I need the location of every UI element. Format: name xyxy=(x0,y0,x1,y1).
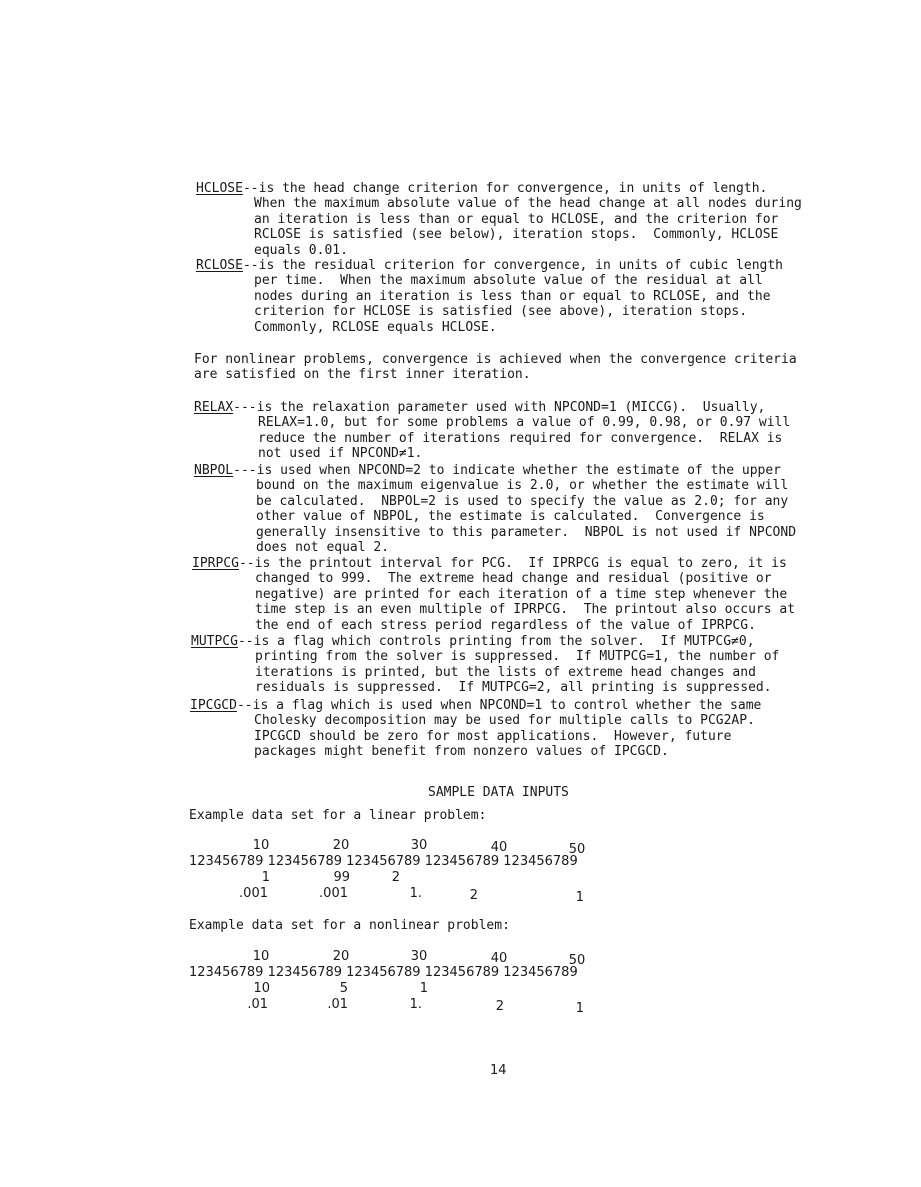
ruler-tick: 30 xyxy=(410,838,428,853)
term-relax: RELAX xyxy=(194,400,234,415)
ruler-tick: 10 xyxy=(252,949,270,964)
ruler-digits: 123456789 123456789 123456789 123456789 123456789 xyxy=(189,854,578,869)
data-cell: 5 xyxy=(339,981,348,996)
ruler-tick: 40 xyxy=(490,951,508,966)
data-cell: .01 xyxy=(327,997,348,1012)
data-cell: 1 xyxy=(575,1001,584,1016)
term-ipcgcd: IPCGCD xyxy=(190,698,237,713)
data-cell: 2 xyxy=(495,999,504,1014)
data-cell: 1. xyxy=(409,886,422,901)
term-hclose: HCLOSE xyxy=(196,181,243,196)
definition-relax: RELAX---is the relaxation parameter used with NPCOND=1 (MICCG). Usually, RELAX=1.0, but for some problems a value of 0.99, 0.98, or 0.97 will reduce the number of iterations required for convergence. RELAX is not used if NPCOND≠1. xyxy=(194,400,791,462)
ruler-tick: 20 xyxy=(332,838,350,853)
data-cell: 2 xyxy=(469,888,478,903)
data-cell: .001 xyxy=(239,886,268,901)
ruler-tick: 20 xyxy=(332,949,350,964)
sample-heading: SAMPLE DATA INPUTS xyxy=(428,785,569,800)
linear-example-label: Example data set for a linear problem: xyxy=(189,808,487,823)
data-cell: .001 xyxy=(319,886,348,901)
data-cell: 1 xyxy=(261,870,270,885)
term-nbpol: NBPOL xyxy=(194,463,234,478)
page-number: 14 xyxy=(490,1063,507,1078)
data-cell: 1 xyxy=(419,981,428,996)
data-cell: .01 xyxy=(247,997,268,1012)
ruler-digits: 123456789 123456789 123456789 123456789 123456789 xyxy=(189,965,578,980)
definition-nbpol: NBPOL---is used when NPCOND=2 to indicate whether the estimate of the upper bound on the maximum eigenvalue is 2.0, or whether the estimate will be calculated. NBPOL=2 is used to specify the value as 2.0; for any other value of NBPOL, the estimate is calculated. Convergence is generally insensitive to this parameter. NBPOL is not used if NPCOND does not equal 2. xyxy=(194,463,797,556)
ruler-tick: 10 xyxy=(252,838,270,853)
definition-mutpcg: MUTPCG--is a flag which controls printing from the solver. If MUTPCG≠0, printing from the solver is suppressed. If MUTPCG=1, the number of iterations is printed, but the lists of extreme head changes and residuals is suppressed. If MUTPCG=2, all printing is suppressed. xyxy=(191,634,780,696)
definition-hclose: HCLOSE--is the head change criterion for convergence, in units of length. When the maximum absolute value of the head change at all nodes during an iteration is less than or equal to HCLOSE, and the criterion for RCLOSE is satisfied (see below), iteration stops. Commonly, HCLOSE equals 0.01. xyxy=(196,181,802,258)
nonlinear-note: For nonlinear problems, convergence is achieved when the convergence criteria are satisfied on the first inner iteration. xyxy=(194,352,797,383)
term-mutpcg: MUTPCG xyxy=(191,634,238,649)
data-cell: 1. xyxy=(409,997,422,1012)
data-cell: 1 xyxy=(575,890,584,905)
ruler-tick: 30 xyxy=(410,949,428,964)
definition-rclose: RCLOSE--is the residual criterion for convergence, in units of cubic length per time. When the maximum absolute value of the residual at all nodes during an iteration is less than or equal to RCLOSE, and the criterion for HCLOSE is satisfied (see above), iteration stops. Commonly, RCLOSE equals HCLOSE. xyxy=(196,258,784,335)
ruler-tick: 40 xyxy=(490,840,508,855)
ruler-tick: 50 xyxy=(568,953,586,968)
nonlinear-example-label: Example data set for a nonlinear problem: xyxy=(189,918,510,933)
data-cell: 2 xyxy=(391,870,400,885)
ruler-tick: 50 xyxy=(568,842,586,857)
data-cell: 99 xyxy=(333,870,350,885)
term-rclose: RCLOSE xyxy=(196,258,243,273)
definition-ipcgcd: IPCGCD--is a flag which is used when NPCOND=1 to control whether the same Cholesky decomposition may be used for multiple calls to PCG2AP. IPCGCD should be zero for most applications. However, future packages might benefit from nonzero values of IPCGCD. xyxy=(190,698,762,760)
data-cell: 10 xyxy=(253,981,270,996)
term-iprpcg: IPRPCG xyxy=(192,556,239,571)
definition-iprpcg: IPRPCG--is the printout interval for PCG. If IPRPCG is equal to zero, it is changed to 999. The extreme head change and residual (positive or negative) are printed for each iteration of a time step whenever the time step is an even multiple of IPRPCG. The printout also occurs at the end of each stress period regardless of the value of IPRPCG. xyxy=(192,556,796,633)
